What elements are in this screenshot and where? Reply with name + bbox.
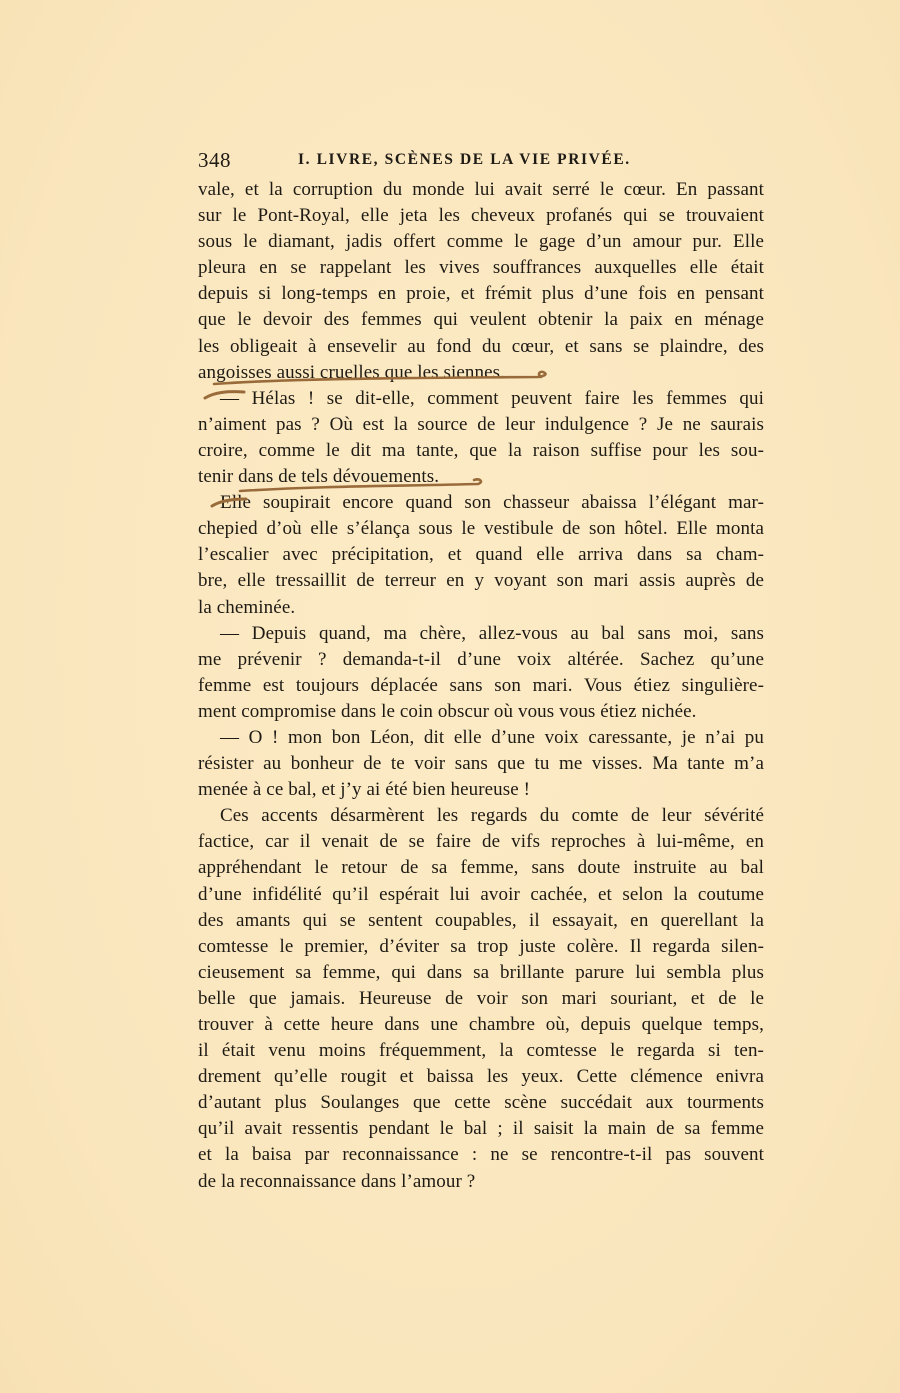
body-text bbox=[198, 177, 764, 1195]
text-line: me prévenir ? demanda-t-il d’une voix altérée. Sachez qu’une bbox=[198, 648, 764, 670]
text-line: femme est toujours déplacée sans son mari. Vous étiez singulière- bbox=[198, 674, 764, 696]
text-line: depuis si long-temps en proie, et frémit plus d’une fois en pensant bbox=[198, 283, 764, 305]
text-line: trouver à cette heure dans une chambre où, depuis quelque temps, bbox=[198, 1014, 764, 1035]
text-line: il était venu moins fréquemment, la comtesse le regarda si ten- bbox=[198, 1040, 764, 1062]
text-line: sur le Pont-Royal, elle jeta les cheveux profanés qui se trouvaient bbox=[198, 205, 764, 227]
text-line: ment compromise dans le coin obscur où vous vous étiez nichée. bbox=[198, 700, 697, 722]
text-line: qu’il avait ressentis pendant le bal ; il saisit la main de sa femme bbox=[198, 1118, 764, 1140]
text-line: — Depuis quand, ma chère, allez-vous au bal sans moi, sans bbox=[220, 622, 764, 644]
text-line: la cheminée. bbox=[198, 596, 296, 618]
text-line: menée à ce bal, et j’y ai été bien heureuse ! bbox=[198, 779, 531, 801]
running-head: I. LIVRE, SCÈNES DE LA VIE PRIVÉE. bbox=[298, 151, 631, 168]
text-line: drement qu’elle rougit et baissa les yeux. Cette clémence enivra bbox=[198, 1066, 764, 1088]
text-line: belle que jamais. Heureuse de voir son mari souriant, et de le bbox=[198, 987, 764, 1009]
text-line: et la baisa par reconnaissance : ne se rencontre-t-il pas souvent bbox=[198, 1144, 764, 1166]
text-line: vale, et la corruption du monde lui avait serré le cœur. En passant bbox=[198, 179, 764, 200]
text-line: d’autant plus Soulanges que cette scène succédait aux tourments bbox=[198, 1092, 764, 1114]
text-line: cieusement sa femme, qui dans sa brillante parure lui sembla plus bbox=[198, 961, 764, 983]
text-line: croire, comme le dit ma tante, que la raison suffise pour les sou- bbox=[198, 439, 764, 461]
page-header bbox=[198, 148, 764, 174]
text-line: angoisses aussi cruelles que les siennes. bbox=[198, 361, 505, 383]
text-line: — O ! mon bon Léon, dit elle d’une voix caressante, je n’ai pu bbox=[220, 726, 764, 748]
text-line: tenir dans de tels dévouements. bbox=[198, 466, 440, 488]
text-line: Elle soupirait encore quand son chasseur abaissa l’élégant mar- bbox=[220, 492, 764, 514]
text-line: pleura en se rappelant les vives souffrances auxquelles elle était bbox=[198, 257, 764, 279]
text-line: factice, car il venait de se faire de vifs reproches à lui-même, en bbox=[198, 831, 764, 853]
page-number: 348 bbox=[198, 148, 231, 172]
text-line: l’escalier avec précipitation, et quand elle arriva dans sa cham- bbox=[198, 544, 764, 566]
text-line: des amants qui se sentent coupables, il essayait, en querellant la bbox=[198, 909, 764, 931]
text-line: comtesse le premier, d’éviter sa trop juste colère. Il regarda silen- bbox=[198, 935, 764, 957]
text-line: — Hélas ! se dit-elle, comment peuvent faire les femmes qui bbox=[220, 387, 764, 409]
text-line: n’aiment pas ? Où est la source de leur indulgence ? Je ne saurais bbox=[198, 413, 764, 435]
text-line: résister au bonheur de te voir sans que tu me visses. Ma tante m’a bbox=[198, 753, 764, 775]
text-line: les obligeait à ensevelir au fond du cœur, et sans se plaindre, des bbox=[198, 335, 764, 357]
text-line: Ces accents désarmèrent les regards du comte de leur sévérité bbox=[220, 805, 764, 827]
text-line: sous le diamant, jadis offert comme le gage d’un amour pur. Elle bbox=[198, 231, 764, 253]
text-line: bre, elle tressaillit de terreur en y voyant son mari assis auprès de bbox=[198, 570, 764, 592]
text-line: d’une infidélité qu’il espérait lui avoir cachée, et selon la coutume bbox=[198, 883, 764, 905]
text-line: de la reconnaissance dans l’amour ? bbox=[198, 1170, 476, 1192]
text-line: chepied d’où elle s’élança sous le vestibule de son hôtel. Elle monta bbox=[198, 518, 764, 540]
text-line: appréhendant le retour de sa femme, sans doute instruite au bal bbox=[198, 857, 764, 879]
text-line: que le devoir des femmes qui veulent obtenir la paix en ménage bbox=[198, 309, 764, 331]
